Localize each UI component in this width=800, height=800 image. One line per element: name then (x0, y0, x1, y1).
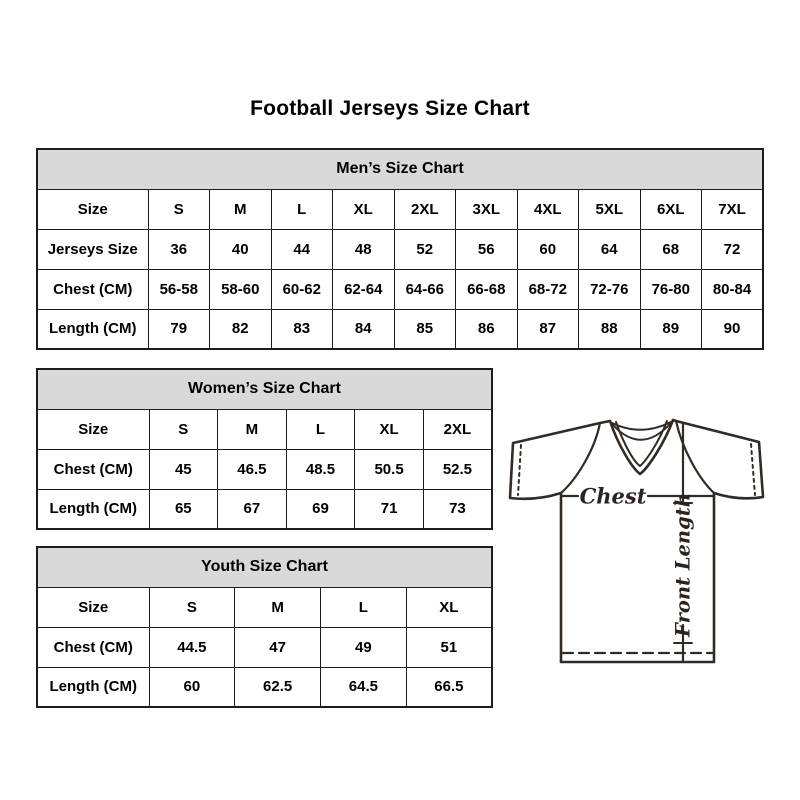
value-cell: 90 (702, 309, 764, 349)
size-header-cell: 2XL (394, 189, 456, 229)
value-cell: 44 (271, 229, 333, 269)
value-cell: 52.5 (423, 449, 492, 489)
value-cell: 60 (149, 667, 235, 707)
value-cell: 52 (394, 229, 456, 269)
row-label-cell: Length (CM) (37, 667, 149, 707)
value-cell: 85 (394, 309, 456, 349)
table-title: Youth Size Chart (37, 547, 492, 587)
value-cell: 89 (640, 309, 702, 349)
table-title-row (37, 547, 492, 587)
size-header-cell: 2XL (423, 409, 492, 449)
size-header-cell: L (286, 409, 355, 449)
size-header-cell: XL (333, 189, 395, 229)
table-row (37, 587, 492, 627)
size-header-cell: 7XL (702, 189, 764, 229)
value-cell: 45 (149, 449, 218, 489)
size-header-cell: M (218, 409, 287, 449)
size-header-cell: M (210, 189, 272, 229)
size-header-cell: L (321, 587, 407, 627)
row-label-cell: Size (37, 189, 148, 229)
row-label-cell: Chest (CM) (37, 627, 149, 667)
value-cell: 76-80 (640, 269, 702, 309)
size-header-cell: 6XL (640, 189, 702, 229)
table-row (37, 489, 492, 529)
value-cell: 40 (210, 229, 272, 269)
value-cell: 86 (456, 309, 518, 349)
row-label-cell: Chest (CM) (37, 449, 149, 489)
value-cell: 60 (517, 229, 579, 269)
table-row (37, 667, 492, 707)
size-header-cell: 3XL (456, 189, 518, 229)
value-cell: 79 (148, 309, 210, 349)
value-cell: 46.5 (218, 449, 287, 489)
front-length-label: Front Length (671, 493, 695, 637)
value-cell: 88 (579, 309, 641, 349)
value-cell: 80-84 (702, 269, 764, 309)
chest-label: Chest (579, 483, 647, 509)
size-header-cell: 5XL (579, 189, 641, 229)
right-armhole-seam (676, 421, 714, 493)
value-cell: 66-68 (456, 269, 518, 309)
value-cell: 48.5 (286, 449, 355, 489)
value-cell: 56-58 (148, 269, 210, 309)
size-header-cell: M (235, 587, 321, 627)
value-cell: 83 (271, 309, 333, 349)
table-title-row (37, 149, 763, 189)
value-cell: 87 (517, 309, 579, 349)
table-title-row (37, 369, 492, 409)
size-header-cell: S (149, 409, 218, 449)
table-row (37, 627, 492, 667)
value-cell: 82 (210, 309, 272, 349)
value-cell: 62.5 (235, 667, 321, 707)
value-cell: 50.5 (355, 449, 424, 489)
value-cell: 58-60 (210, 269, 272, 309)
page-title: Football Jerseys Size Chart (250, 97, 530, 120)
value-cell: 62-64 (333, 269, 395, 309)
value-cell: 51 (406, 627, 492, 667)
jersey-outline-shape (510, 420, 763, 662)
collar-arc-outer (612, 422, 671, 430)
value-cell: 67 (218, 489, 287, 529)
row-label-cell: Jerseys Size (37, 229, 148, 269)
row-label-cell: Size (37, 587, 149, 627)
womens-size-table (36, 368, 493, 530)
value-cell: 48 (333, 229, 395, 269)
jersey-measurement-diagram (505, 403, 777, 683)
row-label-cell: Length (CM) (37, 489, 149, 529)
value-cell: 84 (333, 309, 395, 349)
table-row (37, 229, 763, 269)
size-header-cell: XL (355, 409, 424, 449)
value-cell: 47 (235, 627, 321, 667)
value-cell: 64-66 (394, 269, 456, 309)
value-cell: 68-72 (517, 269, 579, 309)
value-cell: 65 (149, 489, 218, 529)
value-cell: 64.5 (321, 667, 407, 707)
table-row (37, 449, 492, 489)
size-header-cell: S (148, 189, 210, 229)
row-label-cell: Length (CM) (37, 309, 148, 349)
value-cell: 44.5 (149, 627, 235, 667)
value-cell: 68 (640, 229, 702, 269)
value-cell: 49 (321, 627, 407, 667)
youth-size-table (36, 546, 493, 708)
size-header-cell: S (149, 587, 235, 627)
value-cell: 69 (286, 489, 355, 529)
left-cuff-stitch-line (518, 445, 521, 495)
value-cell: 56 (456, 229, 518, 269)
table-row (37, 269, 763, 309)
table-title: Women’s Size Chart (37, 369, 492, 409)
value-cell: 72-76 (579, 269, 641, 309)
value-cell: 71 (355, 489, 424, 529)
row-label-cell: Chest (CM) (37, 269, 148, 309)
size-header-cell: 4XL (517, 189, 579, 229)
left-armhole-seam (561, 423, 600, 493)
value-cell: 60-62 (271, 269, 333, 309)
size-header-cell: L (271, 189, 333, 229)
table-title: Men’s Size Chart (37, 149, 763, 189)
mens-size-table (36, 148, 764, 350)
size-header-cell: XL (406, 587, 492, 627)
row-label-cell: Size (37, 409, 149, 449)
value-cell: 73 (423, 489, 492, 529)
value-cell: 36 (148, 229, 210, 269)
value-cell: 64 (579, 229, 641, 269)
right-cuff-stitch-line (751, 444, 755, 495)
table-row (37, 309, 763, 349)
value-cell: 72 (702, 229, 764, 269)
table-row (37, 189, 763, 229)
table-row (37, 409, 492, 449)
value-cell: 66.5 (406, 667, 492, 707)
